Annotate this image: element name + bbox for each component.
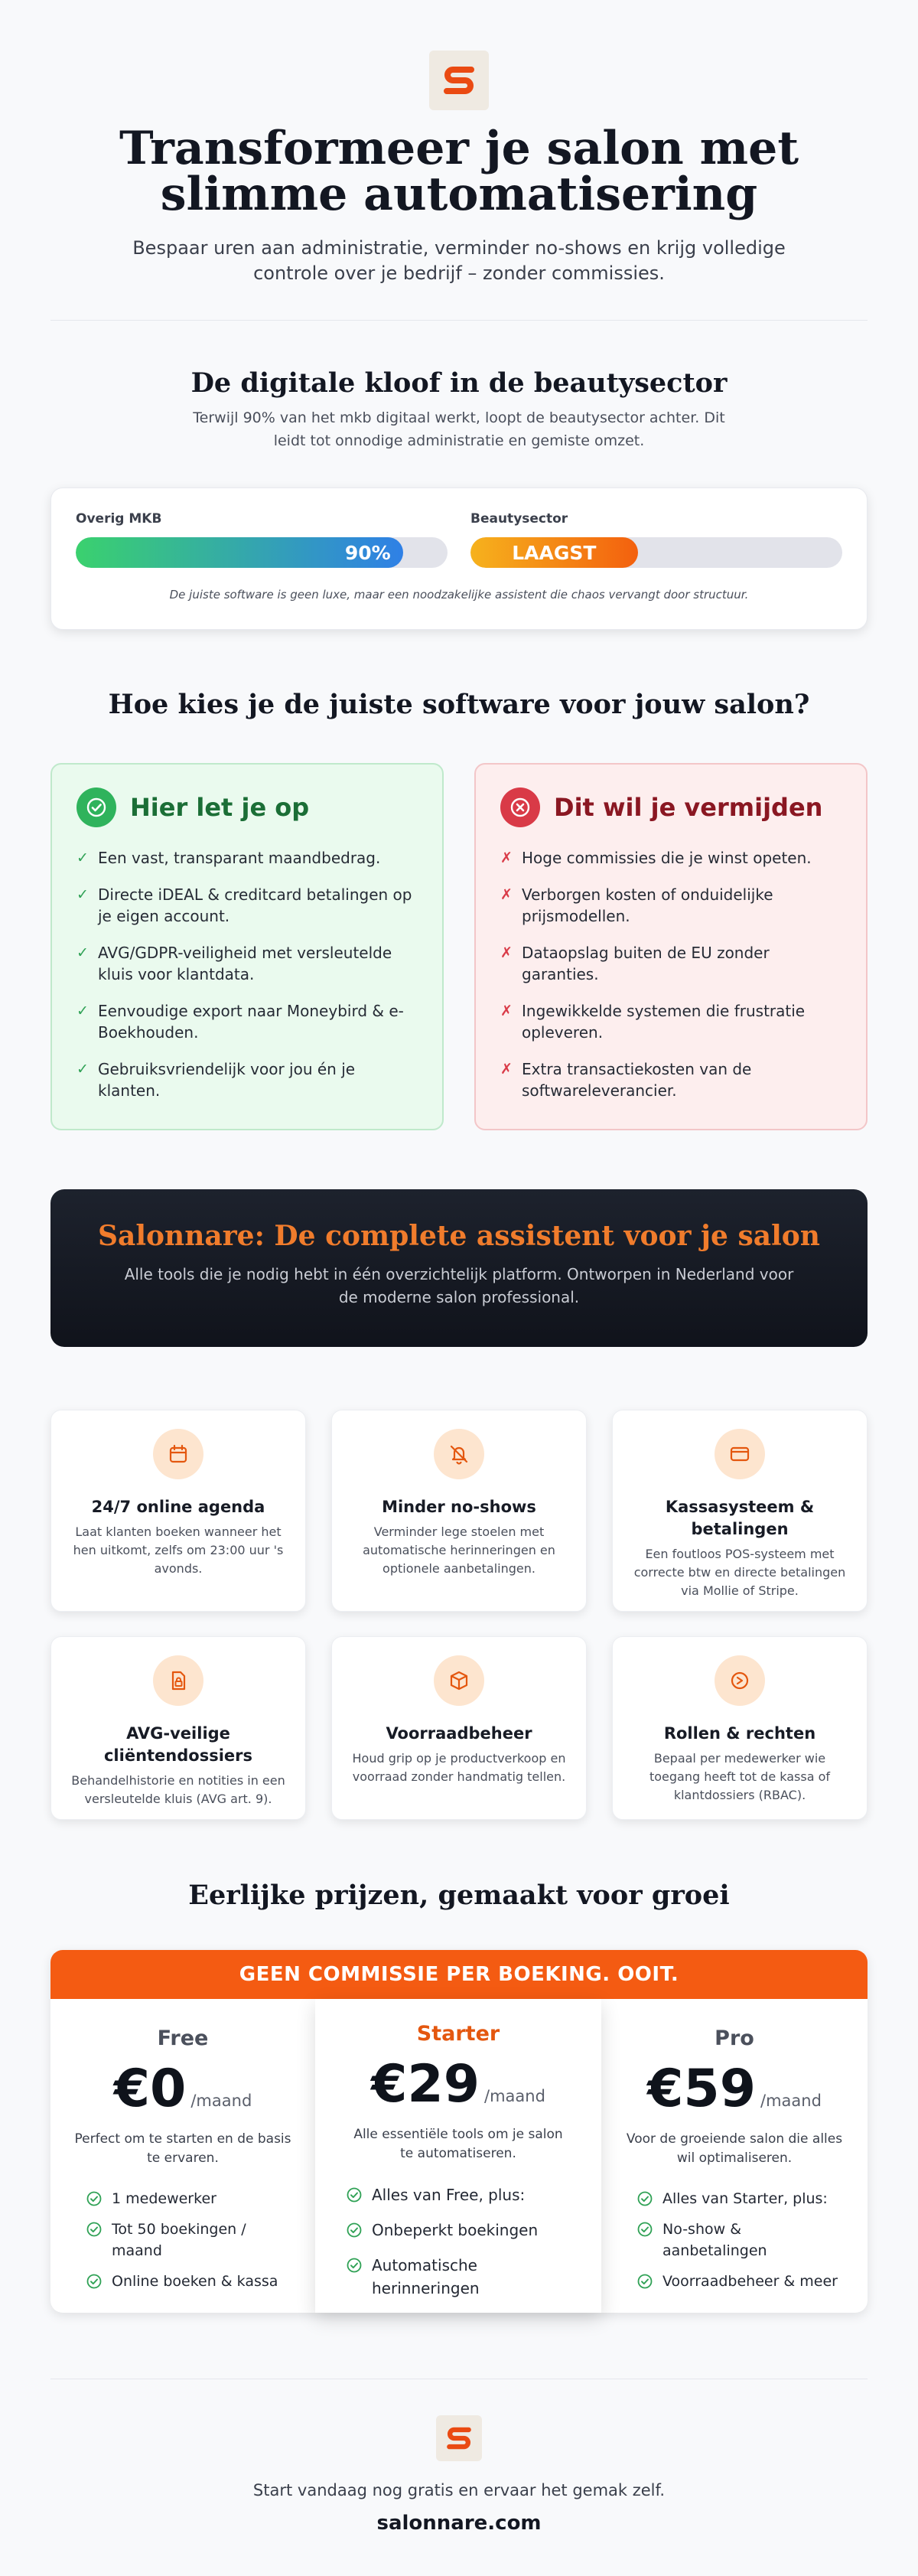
header bbox=[0, 51, 918, 286]
list-item: ✗ Ingewikkelde systemen die frustratie opleveren. bbox=[500, 1002, 806, 1042]
avoid-list bbox=[500, 847, 842, 1101]
check-circle-icon bbox=[636, 2190, 653, 2207]
list-item: Onbeperkt boekingen bbox=[346, 2219, 571, 2242]
plan-name: Free bbox=[157, 2027, 209, 2050]
footer-logo[interactable] bbox=[436, 2415, 482, 2461]
pricing-title: Eerlijke prijzen, gemaakt voor groei bbox=[188, 1880, 730, 1911]
list-item: ✓ AVG/GDPR-veiligheid met versleutelde kluis voor klantdata. bbox=[76, 944, 392, 983]
check-circle-icon bbox=[346, 2222, 363, 2239]
plan-features bbox=[69, 2188, 297, 2292]
list-item: Voorraadbeheer & meer bbox=[636, 2271, 849, 2292]
list-item: 1 medewerker bbox=[86, 2188, 297, 2209]
plan-name: Pro bbox=[715, 2027, 754, 2050]
plan-features bbox=[620, 2188, 849, 2292]
check-circle-icon bbox=[346, 2186, 363, 2203]
cross-icon: ✗ bbox=[500, 886, 513, 903]
list-item: Alles van Starter, plus: bbox=[636, 2188, 849, 2209]
avoid-criteria-box bbox=[474, 763, 868, 1130]
hero-subtitle: Bespaar uren aan administratie, verminder no-shows en krijg volledige controle over je bedrijf – zonder commissies. bbox=[132, 237, 786, 284]
check-circle-icon bbox=[346, 2257, 363, 2274]
list-item: Automatische herinneringen bbox=[346, 2254, 571, 2300]
feature-card bbox=[612, 1636, 868, 1820]
calendar-icon bbox=[153, 1429, 203, 1479]
check-circle-icon bbox=[636, 2221, 653, 2238]
credit-card-icon bbox=[715, 1429, 765, 1479]
checkmark-icon: ✓ bbox=[76, 886, 89, 903]
checkmark-icon: ✓ bbox=[76, 944, 89, 961]
progress-bar-beauty bbox=[470, 537, 842, 568]
good-title: Hier let je op bbox=[130, 793, 310, 822]
choose-title: Hoe kies je de juiste software voor jouw salon? bbox=[108, 689, 810, 720]
secure-file-icon bbox=[153, 1655, 203, 1706]
avoid-title: Dit wil je vermijden bbox=[554, 793, 823, 822]
gap-title: De digitale kloof in de beautysector bbox=[190, 367, 728, 399]
list-item: ✗ Extra transactiekosten van de softwareleverancier. bbox=[500, 1060, 752, 1100]
logo-s-icon bbox=[444, 2424, 474, 2453]
plan-free[interactable] bbox=[50, 1999, 315, 2313]
gap-left-label: Overig MKB bbox=[76, 511, 162, 527]
plan-desc: Alle essentiële tools om je salon te automatiseren. bbox=[353, 2127, 563, 2161]
feature-desc: Behandelhistorie en notities in een versleutelde kluis (AVG art. 9). bbox=[71, 1773, 285, 1806]
feature-card bbox=[331, 1410, 587, 1612]
choose-section bbox=[0, 689, 918, 1130]
list-item: Online boeken & kassa bbox=[86, 2271, 297, 2292]
gap-subtitle: Terwijl 90% van het mkb digitaal werkt, loopt de beautysector achter. Dit leidt tot onnodige administratie en gemiste omzet. bbox=[193, 409, 725, 449]
check-circle-icon bbox=[76, 787, 116, 827]
checkmark-icon: ✓ bbox=[76, 1003, 89, 1019]
product-banner bbox=[50, 1189, 868, 1347]
feature-card bbox=[331, 1636, 587, 1820]
footer bbox=[0, 2415, 918, 2535]
feature-title: AVG-veilige cliëntendossiers bbox=[103, 1724, 253, 1765]
hero-title: Transformeer je salon met slimme automatisering bbox=[119, 122, 799, 221]
roles-icon bbox=[715, 1655, 765, 1706]
list-item: ✓ Een vast, transparant maandbedrag. bbox=[76, 849, 381, 867]
no-commission-banner: GEEN COMMISSIE PER BOEKING. OOIT. bbox=[50, 1950, 868, 1999]
feature-card bbox=[50, 1410, 306, 1612]
feature-title: Kassasysteem & betalingen bbox=[665, 1498, 815, 1538]
checkmark-icon: ✓ bbox=[76, 849, 89, 866]
feature-desc: Laat klanten boeken wanneer het hen uitkomt, zelfs om 23:00 uur 's avonds. bbox=[73, 1524, 284, 1576]
plan-pro[interactable] bbox=[601, 1999, 868, 2313]
plan-period: /maand bbox=[484, 2087, 545, 2105]
feature-title: 24/7 online agenda bbox=[91, 1498, 265, 1516]
list-item: ✗ Dataopslag buiten de EU zonder garanties. bbox=[500, 944, 770, 983]
gap-card bbox=[50, 487, 868, 630]
progress-fill-beauty bbox=[470, 537, 638, 568]
plan-price: €0 bbox=[113, 2059, 187, 2119]
feature-desc: Een foutloos POS-systeem met correcte btw en directe betalingen via Mollie of Stripe. bbox=[633, 1547, 846, 1598]
divider bbox=[50, 320, 868, 321]
list-item: ✓ Directe iDEAL & creditcard betalingen op je eigen account. bbox=[76, 885, 412, 925]
plan-period: /maand bbox=[760, 2092, 822, 2110]
progress-bar-mkb bbox=[76, 537, 448, 568]
footer-text: Start vandaag nog gratis en ervaar het gemak zelf. bbox=[252, 2481, 666, 2499]
banner-title: Salonnare: De complete assistent voor je salon bbox=[98, 1220, 820, 1252]
pricing-table bbox=[50, 1950, 868, 2313]
cross-icon: ✗ bbox=[500, 849, 513, 866]
logo[interactable] bbox=[429, 51, 489, 110]
feature-desc: Bepaal per medewerker wie toegang heeft tot de kassa of klantdossiers (RBAC). bbox=[649, 1751, 831, 1802]
plan-name: Starter bbox=[416, 2022, 500, 2046]
list-item: Alles van Free, plus: bbox=[346, 2183, 571, 2206]
bell-off-icon bbox=[434, 1429, 484, 1479]
plan-desc: Perfect om te starten en de basis te ervaren. bbox=[74, 2131, 291, 2166]
plan-price: €29 bbox=[371, 2054, 480, 2115]
gap-right-label: Beautysector bbox=[470, 511, 568, 527]
check-circle-icon bbox=[86, 2273, 103, 2290]
list-item: ✗ Verborgen kosten of onduidelijke prijsmodellen. bbox=[500, 885, 773, 925]
plan-starter[interactable] bbox=[315, 1999, 601, 2313]
box-icon bbox=[434, 1655, 484, 1706]
check-circle-icon bbox=[86, 2190, 103, 2207]
cross-icon: ✗ bbox=[500, 1003, 513, 1019]
x-circle-icon bbox=[500, 787, 540, 827]
gap-note: De juiste software is geen luxe, maar een noodzakelijke assistent die chaos vervangt door structuur. bbox=[169, 588, 749, 602]
feature-title: Rollen & rechten bbox=[663, 1724, 816, 1743]
logo-s-icon bbox=[441, 62, 477, 99]
check-circle-icon bbox=[636, 2273, 653, 2290]
feature-desc: Verminder lege stoelen met automatische herinneringen en optionele aanbetalingen. bbox=[363, 1524, 555, 1576]
progress-value-mkb: 90% bbox=[344, 541, 391, 564]
plan-desc: Voor de groeiende salon die alles wil optimaliseren. bbox=[626, 2131, 843, 2166]
cross-icon: ✗ bbox=[500, 1061, 513, 1078]
progress-value-beauty: LAAGST bbox=[512, 541, 597, 564]
progress-fill-mkb bbox=[76, 537, 403, 568]
feature-title: Voorraadbeheer bbox=[386, 1724, 532, 1743]
good-criteria-box bbox=[50, 763, 444, 1130]
check-circle-icon bbox=[86, 2221, 103, 2238]
checkmark-icon: ✓ bbox=[76, 1061, 89, 1078]
list-item: ✗ Hoge commissies die je winst opeten. bbox=[500, 849, 812, 867]
feature-desc: Houd grip op je productverkoop en voorraad zonder handmatig tellen. bbox=[352, 1751, 566, 1784]
feature-grid bbox=[50, 1410, 868, 1820]
digital-gap-section bbox=[0, 367, 918, 630]
list-item: Tot 50 boekingen / maand bbox=[86, 2219, 297, 2261]
feature-card bbox=[50, 1636, 306, 1820]
feature-card bbox=[612, 1410, 868, 1612]
list-item: No-show & aanbetalingen bbox=[636, 2219, 849, 2261]
banner-subtitle: Alle tools die je nodig hebt in één overzichtelijk platform. Ontworpen in Nederland voor de moderne salon professional. bbox=[124, 1265, 794, 1306]
plan-features bbox=[346, 2183, 571, 2300]
list-item: ✓ Gebruiksvriendelijk voor jou én je klanten. bbox=[76, 1060, 356, 1100]
plan-period: /maand bbox=[190, 2092, 252, 2110]
list-item: ✓ Eenvoudige export naar Moneybird & e-Boekhouden. bbox=[76, 1002, 404, 1042]
cross-icon: ✗ bbox=[500, 944, 513, 961]
feature-title: Minder no-shows bbox=[382, 1498, 536, 1516]
footer-domain-link[interactable]: salonnare.com bbox=[376, 2512, 542, 2535]
plan-price: €59 bbox=[647, 2059, 757, 2119]
good-list bbox=[76, 847, 418, 1101]
